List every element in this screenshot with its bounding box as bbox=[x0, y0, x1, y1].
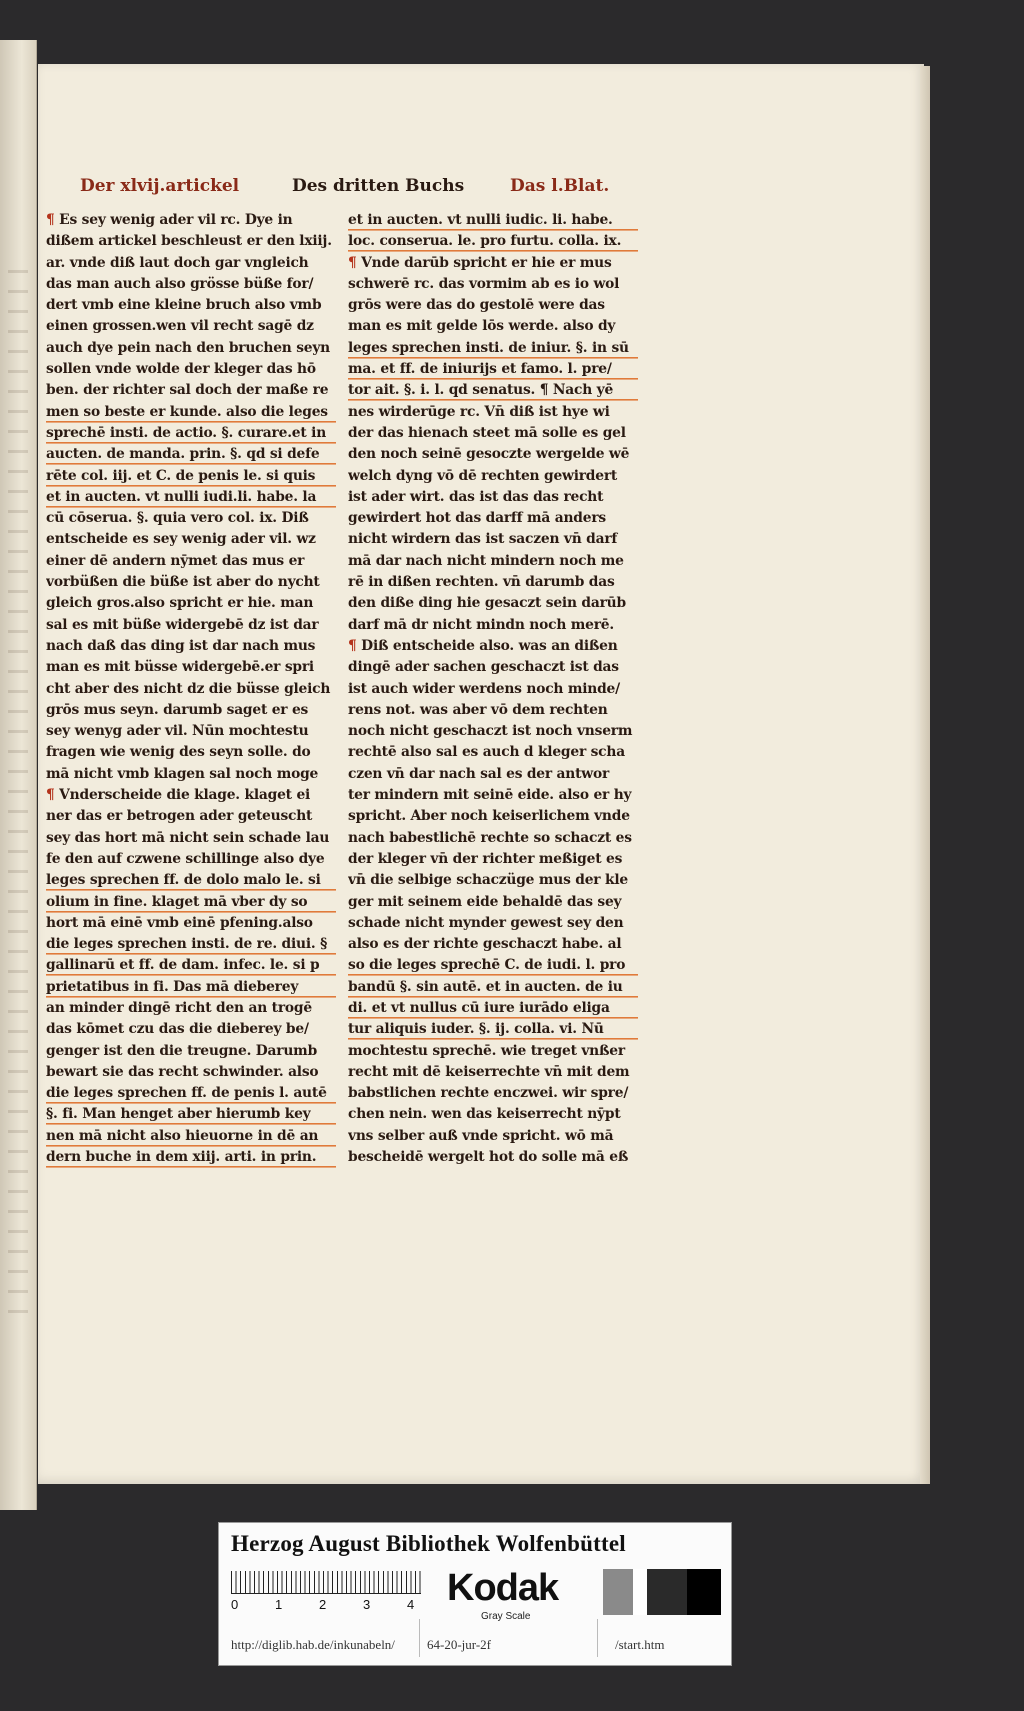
text-line: grōs mus seyn. darumb saget er es bbox=[46, 701, 309, 718]
text-line: ma. et ff. de iniurijs et famo. l. pre/ bbox=[348, 359, 638, 380]
card-footer bbox=[231, 1637, 721, 1657]
text-line: an minder dingē richt den an trogē bbox=[46, 999, 312, 1016]
text-line: dißem artickel beschleust er den lxiij. bbox=[46, 233, 332, 250]
calibration-card bbox=[218, 1522, 732, 1666]
text-line: ar. vnde diß laut doch gar vngleich bbox=[46, 254, 309, 271]
text-line: ger mit seinem eide behaldē das sey bbox=[348, 893, 622, 910]
right-text-column bbox=[348, 210, 638, 1168]
text-line: der kleger vn̄ der richter meßiget es bbox=[348, 850, 623, 867]
text-line: bescheidē wergelt hot do solle mā eß bbox=[348, 1149, 629, 1166]
text-line: dern buche in dem xiij. arti. in prin. bbox=[46, 1147, 336, 1168]
text-line: ¶ Vnde darūb spricht er hie er mus bbox=[348, 254, 612, 271]
text-line: mochtestu sprechē. wie treget vnßer bbox=[348, 1042, 625, 1059]
text-line: vorbüßen die büße ist aber do nycht bbox=[46, 574, 320, 591]
text-line: spricht. Aber noch keiserlichem vnde bbox=[348, 808, 630, 825]
text-line: grōs were das do gestolē were das bbox=[348, 297, 605, 314]
text-line: fragen wie wenig des seyn solle. do bbox=[46, 744, 311, 761]
text-line: sal es mit büße widergebē dz ist dar bbox=[46, 616, 319, 633]
text-line: darf mā dr nicht mindn noch merē. bbox=[348, 616, 614, 633]
gray-swatch bbox=[687, 1569, 721, 1615]
running-header bbox=[80, 176, 730, 206]
text-line: sprechē insti. de actio. §. curare.et in bbox=[46, 423, 336, 444]
text-line: rēte col. iij. et C. de penis le. si quis bbox=[46, 466, 336, 487]
text-line: recht mit dē keiserrechte vn̄ mit dem bbox=[348, 1063, 630, 1080]
text-line: das kōmet czu das die dieberey be/ bbox=[46, 1021, 309, 1038]
text-line: dert vmb eine kleine bruch also vmb bbox=[46, 297, 322, 314]
ruler-number: 2 bbox=[319, 1597, 327, 1612]
text-line: fe den auf czwene schillinge also dye bbox=[46, 850, 325, 867]
text-line: prietatibus in fi. Das mā dieberey bbox=[46, 977, 336, 998]
text-line: ¶ Es sey wenig ader vil rc. Dye in bbox=[46, 212, 293, 228]
text-line: so die leges sprechē C. de iudi. l. pro bbox=[348, 955, 638, 976]
text-line: tor ait. §. i. l. qd senatus. ¶ Nach yē bbox=[348, 380, 638, 401]
ruler-number: 4 bbox=[407, 1597, 415, 1612]
text-line: einen grossen.wen vil recht sagē dz bbox=[46, 318, 314, 335]
text-line: chen nein. wen das keiserrecht nȳpt bbox=[348, 1106, 621, 1123]
text-line: vns selber auß vnde spricht. wō mā bbox=[348, 1127, 614, 1144]
text-line: ist auch wider werdens noch minde/ bbox=[348, 680, 620, 697]
text-line: olium in fine. klaget mā vber dy so bbox=[46, 892, 336, 913]
text-line: sey das hort mā nicht sein schade lau bbox=[46, 829, 330, 846]
footer-url: http://diglib.hab.de/inkunabeln/ bbox=[231, 1637, 395, 1652]
kodak-logo: Kodak bbox=[447, 1567, 559, 1609]
gray-scale-label: Gray Scale bbox=[481, 1611, 531, 1622]
ruler-number: 3 bbox=[363, 1597, 371, 1612]
footer-shelfmark: 64-20-jur-2f bbox=[427, 1637, 491, 1652]
text-line: dingē ader sachen geschaczt ist das bbox=[348, 659, 619, 676]
text-line: leges sprechen ff. de dolo malo le. si bbox=[46, 870, 336, 891]
text-line: loc. conserua. le. pro furtu. colla. ix. bbox=[348, 231, 638, 252]
footer-start: /start.htm bbox=[615, 1637, 665, 1652]
text-line: mā nicht vmb klagen sal noch moge bbox=[46, 765, 319, 782]
text-line: ¶ Diß entscheide also. was an dißen bbox=[348, 637, 618, 654]
gray-swatch bbox=[633, 1569, 647, 1615]
text-line: den noch seinē gesoczte wergelde wē bbox=[348, 446, 630, 463]
text-line: aucten. de manda. prin. §. qd si defe bbox=[46, 444, 336, 465]
text-line: leges sprechen insti. de iniur. §. in sū bbox=[348, 338, 638, 359]
text-line: gewirdert hot das darff mā anders bbox=[348, 510, 606, 527]
text-line: nach babestlichē rechte so schaczt es bbox=[348, 829, 632, 846]
text-line: den diße ding hie gesaczt sein darūb bbox=[348, 595, 626, 612]
text-line: ben. der richter sal doch der maße re bbox=[46, 382, 329, 399]
previous-page-edge bbox=[0, 40, 37, 1510]
text-line: vn̄ die selbige schaczüge mus der kle bbox=[348, 872, 628, 889]
text-line: mā dar nach nicht mindern noch me bbox=[348, 552, 624, 569]
text-line: man es mit büsse widergebē.er spri bbox=[46, 659, 314, 676]
ruler-ticks bbox=[231, 1571, 421, 1594]
text-line: noch nicht geschaczt ist noch vnserm bbox=[348, 723, 633, 740]
text-line: cū cōserua. §. quia vero col. ix. Diß bbox=[46, 510, 309, 527]
text-line: cht aber des nicht dz die büsse gleich bbox=[46, 680, 331, 697]
text-line: entscheide es sey wenig ader vil. wz bbox=[46, 531, 316, 548]
gray-swatch bbox=[647, 1569, 687, 1615]
header-book: Des dritten Buchs bbox=[292, 176, 465, 196]
text-line: hort mā einē vmb einē pfening.also bbox=[46, 914, 313, 931]
gray-scale-swatches bbox=[603, 1569, 721, 1615]
text-line: §. fi. Man henget aber hierumb key bbox=[46, 1104, 336, 1125]
text-line: also es der richte geschaczt habe. al bbox=[348, 936, 622, 953]
text-line: genger ist den die treugne. Darumb bbox=[46, 1042, 318, 1059]
text-line: rens not. was aber vō dem rechten bbox=[348, 701, 608, 718]
text-line: gleich gros.also spricht er hie. man bbox=[46, 595, 314, 612]
text-line: sey wenyg ader vil. Nūn mochtestu bbox=[46, 723, 309, 740]
text-line: di. et vt nullus cū iure iurādo eliga bbox=[348, 998, 638, 1019]
page-edge bbox=[920, 66, 930, 1484]
text-line: tur aliquis iuder. §. ij. colla. vi. Nū bbox=[348, 1019, 638, 1040]
text-line: bandū §. sin autē. et in aucten. de iu bbox=[348, 977, 638, 998]
text-line: welch dyng vō dē rechten gewirdert bbox=[348, 467, 618, 484]
text-line: sollen vnde wolde der kleger das hō bbox=[46, 361, 316, 378]
ruler-number: 1 bbox=[275, 1597, 283, 1612]
header-article: Der xlvij.artickel bbox=[80, 176, 240, 196]
text-line: das man auch also grösse büße for/ bbox=[46, 275, 314, 292]
text-line: et in aucten. vt nulli iudi.li. habe. la bbox=[46, 487, 336, 508]
text-line: die leges sprechen ff. de penis l. autē bbox=[46, 1083, 336, 1104]
text-line: et in aucten. vt nulli iudic. li. habe. bbox=[348, 210, 638, 231]
previous-page-text-marks bbox=[8, 270, 28, 1320]
text-line: ner das er betrogen ader geteuscht bbox=[46, 808, 313, 825]
text-line: bewart sie das recht schwinder. also bbox=[46, 1063, 319, 1080]
text-line: nen mā nicht also hieuorne in dē an bbox=[46, 1126, 336, 1147]
text-line: ter mindern mit seinē eide. also er hy bbox=[348, 787, 632, 804]
text-line: schwerē rc. das vormim ab es io wol bbox=[348, 275, 620, 292]
text-line: ¶ Vnderscheide die klage. klaget ei bbox=[46, 787, 311, 804]
ruler-number: 0 bbox=[231, 1597, 239, 1612]
text-line: der das hienach steet mā solle es gel bbox=[348, 424, 626, 441]
text-line: einer dē andern nȳmet das mus er bbox=[46, 552, 305, 569]
text-line: auch dye pein nach den bruchen seyn bbox=[46, 339, 331, 356]
left-text-column bbox=[46, 210, 336, 1168]
text-line: babstlichen rechte enczwei. wir spre/ bbox=[348, 1085, 629, 1102]
text-line: nach daß das ding ist dar nach mus bbox=[46, 637, 316, 654]
ruler bbox=[231, 1571, 421, 1615]
text-line: die leges sprechen insti. de re. diui. § bbox=[46, 934, 336, 955]
library-name: Herzog August Bibliothek Wolfenbüttel bbox=[231, 1531, 626, 1556]
text-line: nes wirderūge rc. Vn̄ diß ist hye wi bbox=[348, 403, 610, 420]
text-line: men so beste er kunde. also die leges bbox=[46, 402, 336, 423]
text-line: ist ader wirt. das ist das das recht bbox=[348, 488, 604, 505]
text-line: gallinarū et ff. de dam. infec. le. si p bbox=[46, 955, 336, 976]
text-line: nicht wirdern das ist saczen vn̄ darf bbox=[348, 531, 618, 548]
text-line: rechtē also sal es auch d kleger scha bbox=[348, 744, 625, 761]
text-line: man es mit gelde lōs werde. also dy bbox=[348, 318, 616, 335]
text-line: czen vn̄ dar nach sal es der antwor bbox=[348, 765, 610, 782]
text-line: schade nicht mynder gewest sey den bbox=[348, 914, 624, 931]
gray-swatch bbox=[603, 1569, 633, 1615]
header-folio: Das l.Blat. bbox=[510, 176, 610, 196]
text-line: rē in dißen rechten. vn̄ darumb das bbox=[348, 574, 615, 591]
